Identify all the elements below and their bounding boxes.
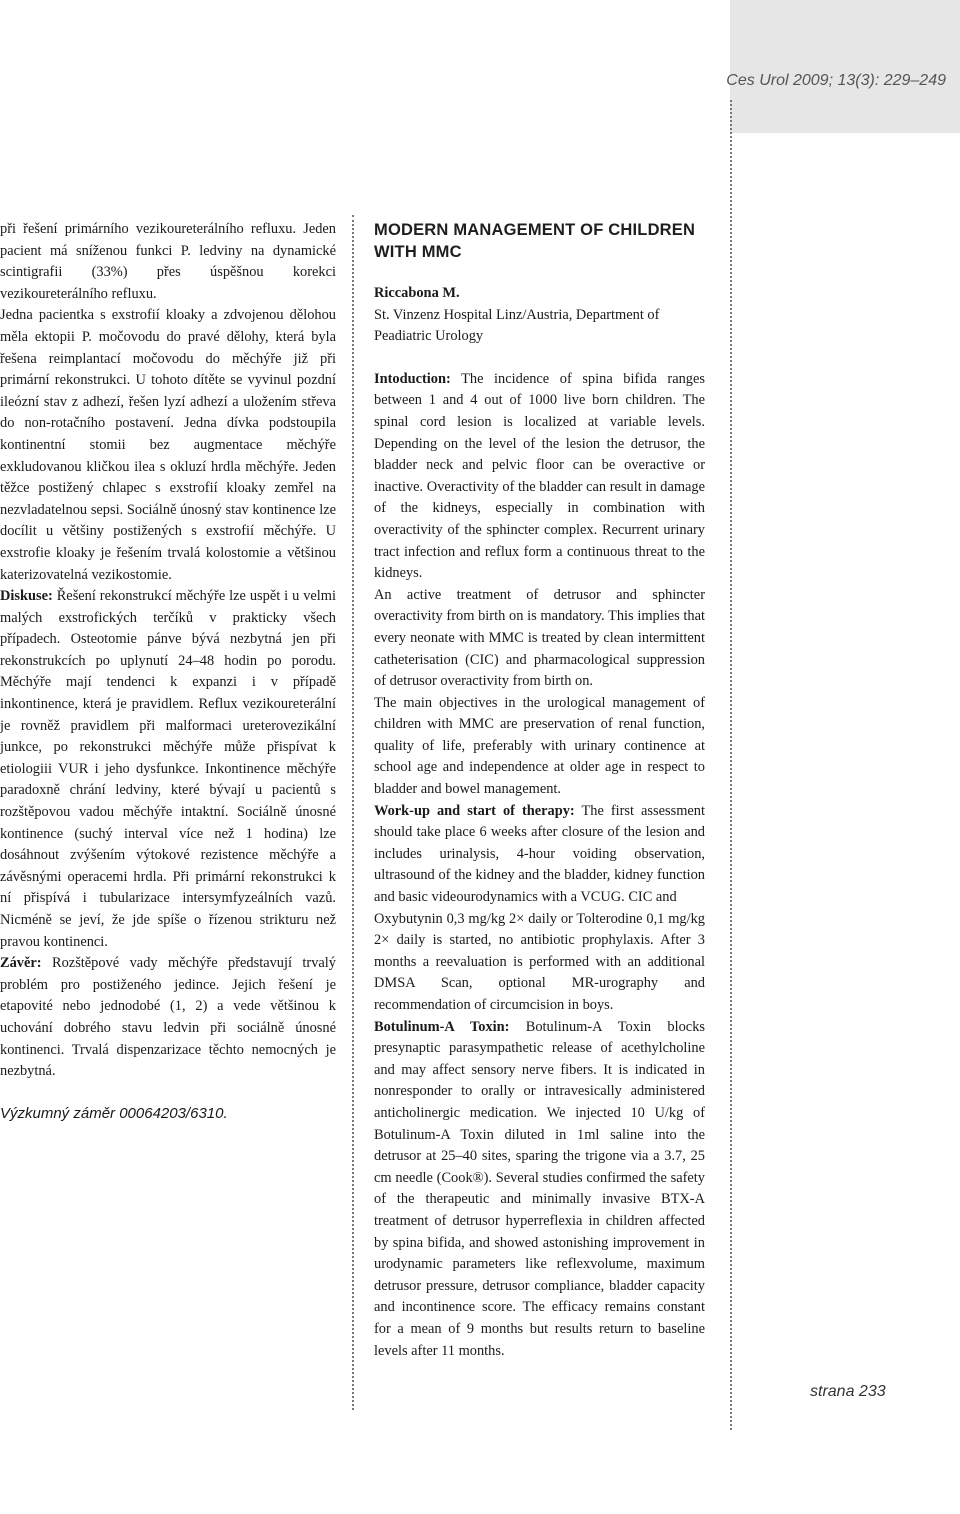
section-label: Závěr: xyxy=(0,955,42,972)
column-divider-dotted xyxy=(352,215,354,1410)
paragraph: Jedna pacientka s exstrofií kloaky a zdvojenou dělohou měla ektopii P. močovodu do pravé dělohy, která byla řešena reimplantací močovodu do měchýře již při primární rekonstrukci. U tohoto dítěte se vyvinul pozdní ileózní stav z adhezí, řešen lyzí adhezí a uložením střeva do non-rotačního postavení. Jedna dívka podstoupila kontinentní stomii bez augmentace měchýře exkludovanou kličkou ilea s okluzí hrdla měchýře. Jeden těžce postižený chlapec s exstrofií kloaky zemřel na nezvladatelnou sepsi. Sociálně únosný stav kontinence lze docílit u většiny postižených s exstrofií měchýře. U exstrofie kloaky je řešením trvalá kolostomie a většinou katerizovatelná vezikostomie. xyxy=(0,307,336,583)
article-title xyxy=(374,219,705,263)
paragraph: při řešení primárního vezikoureterálního refluxu. Jeden pacient má sníženou funkci P. ledviny na dynamické scintigrafii (33%) přes úspěšnou korekci vezikoureterálního refluxu. xyxy=(0,221,336,302)
title-line: MODERN MANAGEMENT OF CHILDREN xyxy=(374,221,696,239)
paragraph-text: The first assessment should take place 6 weeks after closure of the lesion and includes urinalysis, 4-hour voiding observation, ultrasound of the kidney and the bladder, kidney function and basic videourodynamics with a VCUG. CIC and xyxy=(374,802,705,906)
affiliation: St. Vinzenz Hospital Linz/Austria, Department of Peadiatric Urology xyxy=(374,306,660,345)
paragraph-text: Řešení rekonstrukcí měchýře lze uspět i u velmi malých exstrofických terčíků v prakticky všech případech. Osteotomie pánve bývá nezbytná jen při rekonstrukcích po uplynutí 24–48 hodin po porodu. Měchýře mají tendenci k expanzi i v případě inkontinence, která je pravidlem. Reflux vezikoureterální je rovněž pravidlem při malformaci ureterovezikální junkce, po rekonstrukci měchýře může přispívat k etiologiii VUR i jeho dysfunkce. Inkontinence měchýře paradoxně chrání ledviny, které bývají u pacientů s rozštěpovou vadou měchýře intaktní. Sociálně únosné kontinence (suchý interval více než 1 hodina) lze dosáhnout zvýšením výtokové rezistence měchýře a závěsnými operacemi hrdla. Při primární rekonstrukci k ní přispívá i tubularizace intersymfyzeálních vazů. Nicméně se jeví, že jde spíše o řízenou strikturu než pravou kontinenci. xyxy=(0,588,336,950)
paragraph-text: The incidence of spina bifida ranges between 1 and 4 out of 1000 live born children. The spinal cord lesion is localized at variable levels. Depending on the level of the lesion the detrusor, the bladder neck and pelvic floor can be overactive or inactive. Overactivity of the bladder can result in damage of the kidneys, especially in combination with overactivity of the sphincter complex. Recurrent urinary tract infection and reflux form a continuous threat to the kidneys. xyxy=(374,370,705,582)
journal-reference: Ces Urol 2009; 13(3): 229–249 xyxy=(726,72,946,89)
paragraph: An active treatment of detrusor and sphincter overactivity from birth on is mandatory. This implies that every neonate with MMC is treated by clean intermittent catheterisation (CIC) and pharmacological suppression of detrusor overactivity from birth on. xyxy=(374,586,705,690)
header-band xyxy=(726,0,960,133)
section-label: Diskuse: xyxy=(0,588,53,605)
paragraph xyxy=(374,801,705,909)
left-column xyxy=(0,219,336,1124)
right-margin xyxy=(726,0,960,1514)
paragraph-text: Rozštěpové vady měchýře představují trvalý problém pro postiženého jedince. Jejich řešení je etapovité nebo jednodobé (1, 2) a vede většinou k uchování dobrého stavu ledvin při sociálně únosné kontinenci. Trvalá dispenzarizace těchto nemocných je nezbytná. xyxy=(0,955,336,1080)
section-label: Botulinum-A Toxin: xyxy=(374,1018,510,1035)
paragraph xyxy=(374,1017,705,1363)
margin-divider-dotted xyxy=(730,100,732,1430)
paragraph xyxy=(374,369,705,585)
section-label: Work-up and start of therapy: xyxy=(374,802,575,819)
page-number: strana 233 xyxy=(810,1383,886,1400)
paragraph xyxy=(0,953,336,1083)
paragraph: The main objectives in the urological management of children with MMC are preservation of renal function, quality of life, preferably with urinary continence at school age and independence at older age in respect to bladder and bowel management. xyxy=(374,694,705,798)
paragraph xyxy=(0,586,336,953)
right-column xyxy=(374,219,705,1362)
grant-note: Výzkumný záměr 00064203/6310. xyxy=(0,1104,228,1122)
title-line: WITH MMC xyxy=(374,243,462,261)
section-label: Intoduction: xyxy=(374,370,451,387)
author: Riccabona M. xyxy=(374,285,460,301)
paragraph-text: Botulinum-A Toxin blocks presynaptic parasympathetic release of acethylcholine and may affect sensory nerve fibers. It is indicated in nonresponder to orally or intravesically administered anticholinergic medication. We injected 10 U/kg of Botulinum-A Toxin diluted in 1ml saline into the detrusor at 25–40 sites, sparing the trigone via a 3.7, 25 cm needle (Cook®). Several studies confirmed the safety of the therapeutic and minimally invasive BTX-A treatment of detrusor hyperreflexia in children affected by spina bifida, and showed astonishing improvement in urodynamic parameters like reflexvolume, maximum detrusor pressure, detrusor compliance, bladder capacity and incontinence score. The efficacy remains constant for a mean of 9 months but results return to baseline levels after 11 months. xyxy=(374,1018,705,1359)
paragraph: Oxybutynin 0,3 mg/kg 2× daily or Tolterodine 0,1 mg/kg 2× daily is started, no antibiotic prophylaxis. After 3 months a reevaluation is performed with an additional DMSA Scan, optional MR-urography and recommendation of circumcision in boys. xyxy=(374,910,705,1013)
